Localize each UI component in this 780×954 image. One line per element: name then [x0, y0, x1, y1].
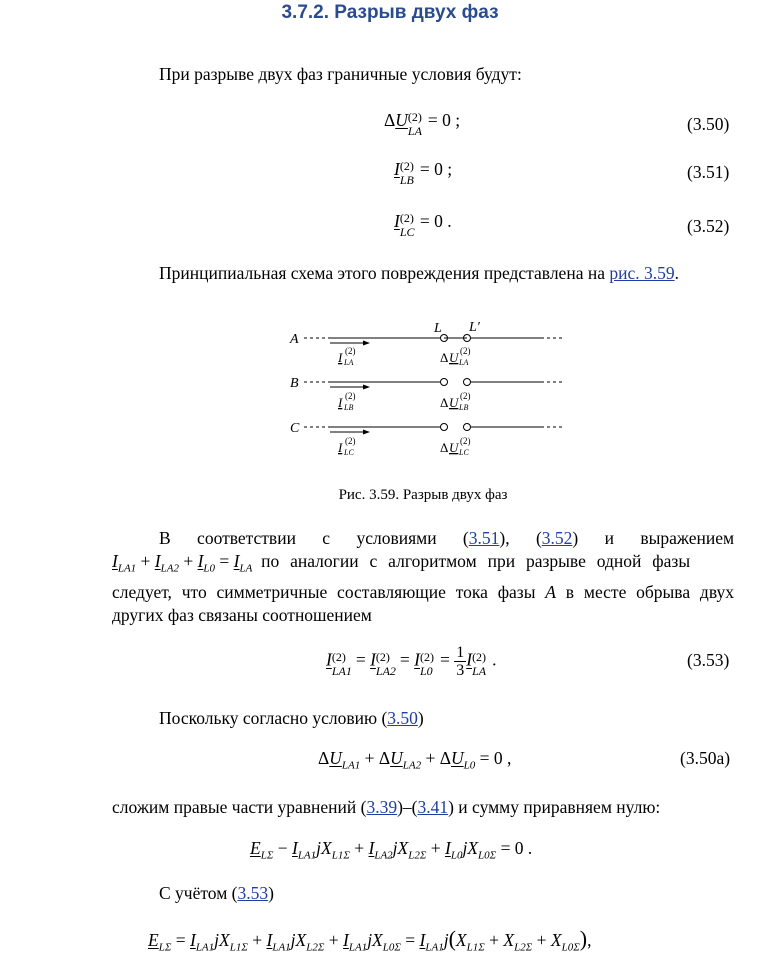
eq-link-3-50[interactable]: 3.50	[387, 708, 418, 728]
equation-number-3-50a: (3.50а)	[680, 748, 731, 768]
equation-number-3-51: (3.51)	[687, 162, 730, 182]
current-label-c: I	[338, 440, 343, 455]
phase-c-break-right	[464, 424, 471, 431]
phase-b-break-right	[464, 379, 471, 386]
section-heading: 3.7.2. Разрыв двух фаз	[281, 2, 499, 23]
intro-paragraph: При разрыве двух фаз граничные условия будут:	[159, 64, 522, 84]
svg-text:(2): (2)	[345, 346, 356, 356]
svg-text:(2): (2)	[345, 436, 356, 446]
svg-text:LB: LB	[459, 403, 469, 412]
svg-text:LA: LA	[459, 358, 469, 367]
eq-link-3-39[interactable]: 3.39	[366, 797, 398, 817]
phase-label-a: A	[290, 332, 299, 347]
figure-caption: Рис. 3.59. Разрыв двух фаз	[338, 487, 508, 503]
phase-b-arrowhead	[363, 385, 370, 390]
voltage-label-c: U	[449, 440, 459, 455]
svg-text:Δ: Δ	[440, 440, 449, 455]
eq-link-3-53[interactable]: 3.53	[237, 883, 269, 903]
paragraph-2-line-2: $I_{LA1} + I_{LA2} + I_{L0} = I_{LA}$ по аналогии с алгоритмом при разрыве одной фазы	[112, 551, 691, 575]
paragraph-4: сложим правые части уравнений (3.39)–(3.41) и сумму приравняем нулю:	[112, 797, 661, 817]
equation-number-3-53: (3.53)	[687, 650, 730, 670]
equation-3-51: I (2) LB = 0 ;	[394, 159, 453, 187]
point-label-l: L	[434, 321, 442, 336]
equation-number-3-50: (3.50)	[687, 114, 730, 134]
equation-3-53: I (2) LA1 = I (2) LA2 = I (2) L0 = $\frac{1}{3}$ I (2) LA .	[326, 644, 497, 679]
current-label-b: I	[338, 395, 343, 410]
svg-text:LA: LA	[344, 358, 354, 367]
point-label-l-prime: L′	[469, 320, 480, 335]
svg-text:Δ: Δ	[440, 395, 449, 410]
svg-text:(2): (2)	[460, 346, 471, 356]
current-label-a: I	[338, 350, 343, 365]
svg-text:(2): (2)	[345, 391, 356, 401]
paragraph-2-line-1: В соответствии с условиями (3.51), (3.52) и выражением	[159, 528, 735, 548]
paragraph-2	[112, 527, 734, 627]
equation-final: $E_{L\Sigma} = I_{LA1}jX_{L1\Sigma} + I_{LA1}jX_{L2\Sigma} + I_{LA1}jX_{L0\Sigma} = I_{LA1}j(X_{L1\Sigma} + X_{L2\Sigma} + X_{L0\Sigma})$,	[148, 926, 592, 954]
voltage-label-a: U	[449, 350, 459, 365]
phase-c-break-left	[441, 424, 448, 431]
phase-b-break-left	[441, 379, 448, 386]
phase-label-b: B	[290, 376, 299, 391]
paragraph-2-line-3: следует, что симметричные составляющие тока фазы A в месте обрыва двух	[112, 581, 734, 602]
svg-text:(2): (2)	[460, 436, 471, 446]
svg-text:LB: LB	[344, 403, 354, 412]
paragraph-3: Поскольку согласно условию (3.50)	[159, 708, 424, 728]
phase-label-c: C	[290, 421, 300, 436]
eq-link-3-51[interactable]: 3.51	[468, 528, 500, 548]
figure-link-3-59[interactable]: рис. 3.59	[609, 263, 675, 283]
equation-3-50: ΔU (2) LA = 0 ;	[384, 110, 461, 138]
scheme-paragraph: Принципиальная схема этого повреждения представлена на рис. 3.59.	[159, 263, 679, 283]
current-sum-expression: $I_{LA1} + I_{LA2} + I_{L0} = I_{LA}$	[112, 551, 253, 575]
paragraph-2-line-4: других фаз связаны соотношением	[112, 604, 372, 625]
phase-a-arrowhead	[363, 341, 370, 346]
equation-3-52: I (2) LC = 0 .	[394, 211, 452, 239]
svg-text:LC: LC	[459, 448, 469, 457]
phase-c-arrowhead	[363, 430, 370, 435]
svg-text:(2): (2)	[460, 391, 471, 401]
eq-link-3-52[interactable]: 3.52	[541, 528, 573, 548]
equation-emf-balance: $E_{L\Sigma} - I_{LA1}jX_{L1\Sigma} + I_{LA2}jX_{L2\Sigma} + I_{L0}jX_{L0\Sigma} = 0$ .	[250, 838, 533, 862]
svg-text:Δ: Δ	[440, 350, 449, 365]
paragraph-5: С учётом (3.53)	[159, 883, 274, 903]
equation-3-50a: $\Delta U_{LA1} + \Delta U_{LA2} + \Delta U_{L0} = 0$ ,	[318, 748, 512, 772]
svg-text:LC: LC	[344, 448, 354, 457]
eq-link-3-41[interactable]: 3.41	[417, 797, 449, 817]
voltage-label-b: U	[449, 395, 459, 410]
equation-number-3-52: (3.52)	[687, 216, 730, 236]
figure-3-59-diagram	[280, 315, 580, 465]
